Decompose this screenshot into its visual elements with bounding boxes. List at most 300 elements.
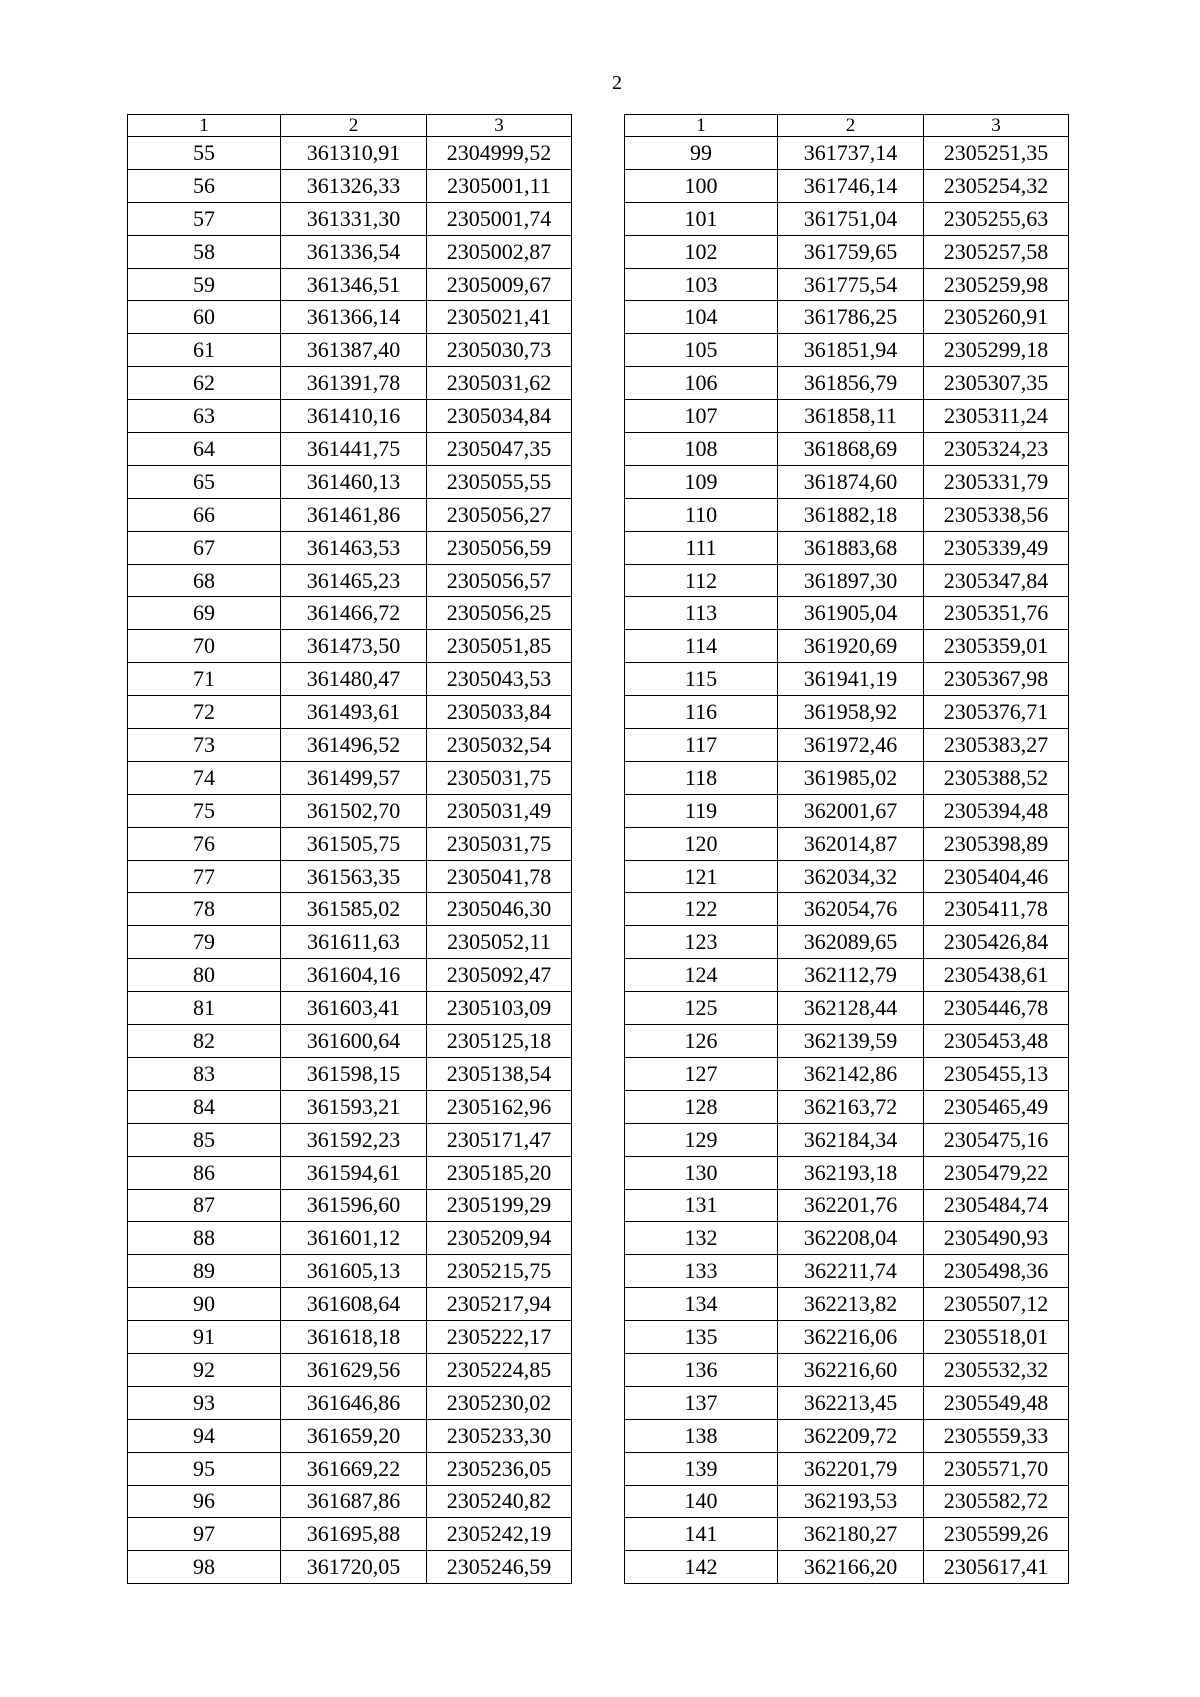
cell-x-coordinate: 362193,18 <box>778 1156 924 1189</box>
header-cell-y-coordinate: 3 <box>924 115 1069 137</box>
cell-point-number: 115 <box>625 663 778 696</box>
cell-y-coordinate: 2305222,17 <box>427 1321 572 1354</box>
cell-y-coordinate: 2305251,35 <box>924 137 1069 170</box>
cell-y-coordinate: 2305339,49 <box>924 531 1069 564</box>
cell-y-coordinate: 2305498,36 <box>924 1255 1069 1288</box>
table-row <box>625 1025 1069 1058</box>
coordinates-table-left <box>127 114 572 1584</box>
cell-x-coordinate: 361611,63 <box>281 926 427 959</box>
cell-point-number: 117 <box>625 729 778 762</box>
cell-point-number: 56 <box>128 169 281 202</box>
cell-y-coordinate: 2305032,54 <box>427 729 572 762</box>
cell-point-number: 92 <box>128 1353 281 1386</box>
cell-y-coordinate: 2305185,20 <box>427 1156 572 1189</box>
table-row <box>625 959 1069 992</box>
table-row <box>625 827 1069 860</box>
cell-y-coordinate: 2305041,78 <box>427 860 572 893</box>
table-row <box>128 137 572 170</box>
cell-y-coordinate: 2305599,26 <box>924 1518 1069 1551</box>
cell-y-coordinate: 2305001,11 <box>427 169 572 202</box>
cell-y-coordinate: 2305490,93 <box>924 1222 1069 1255</box>
cell-x-coordinate: 361646,86 <box>281 1386 427 1419</box>
cell-x-coordinate: 361585,02 <box>281 893 427 926</box>
table-row <box>128 531 572 564</box>
cell-x-coordinate: 361856,79 <box>778 367 924 400</box>
cell-y-coordinate: 2305331,79 <box>924 465 1069 498</box>
cell-x-coordinate: 361720,05 <box>281 1551 427 1584</box>
cell-point-number: 66 <box>128 498 281 531</box>
cell-y-coordinate: 2305582,72 <box>924 1485 1069 1518</box>
header-cell-x-coordinate: 2 <box>281 115 427 137</box>
cell-point-number: 74 <box>128 761 281 794</box>
table-row <box>625 334 1069 367</box>
cell-y-coordinate: 2305257,58 <box>924 235 1069 268</box>
cell-x-coordinate: 361310,91 <box>281 137 427 170</box>
cell-x-coordinate: 361502,70 <box>281 794 427 827</box>
table-row <box>128 169 572 202</box>
cell-point-number: 97 <box>128 1518 281 1551</box>
cell-y-coordinate: 2305359,01 <box>924 630 1069 663</box>
cell-x-coordinate: 362211,74 <box>778 1255 924 1288</box>
cell-point-number: 108 <box>625 433 778 466</box>
cell-point-number: 59 <box>128 268 281 301</box>
table-row <box>128 202 572 235</box>
cell-x-coordinate: 362142,86 <box>778 1057 924 1090</box>
table-row <box>128 334 572 367</box>
cell-x-coordinate: 361775,54 <box>778 268 924 301</box>
table-row <box>128 729 572 762</box>
cell-x-coordinate: 361958,92 <box>778 696 924 729</box>
cell-point-number: 112 <box>625 564 778 597</box>
table-row <box>128 1551 572 1584</box>
cell-point-number: 116 <box>625 696 778 729</box>
cell-y-coordinate: 2305031,49 <box>427 794 572 827</box>
cell-y-coordinate: 2305242,19 <box>427 1518 572 1551</box>
cell-y-coordinate: 2305233,30 <box>427 1419 572 1452</box>
table-row <box>625 794 1069 827</box>
cell-point-number: 95 <box>128 1452 281 1485</box>
cell-x-coordinate: 361669,22 <box>281 1452 427 1485</box>
cell-point-number: 62 <box>128 367 281 400</box>
cell-x-coordinate: 361941,19 <box>778 663 924 696</box>
cell-point-number: 75 <box>128 794 281 827</box>
cell-x-coordinate: 361460,13 <box>281 465 427 498</box>
table-row <box>625 926 1069 959</box>
table-row <box>625 202 1069 235</box>
cell-x-coordinate: 361601,12 <box>281 1222 427 1255</box>
cell-point-number: 81 <box>128 992 281 1025</box>
cell-x-coordinate: 361905,04 <box>778 597 924 630</box>
cell-x-coordinate: 362209,72 <box>778 1419 924 1452</box>
table-row <box>625 1156 1069 1189</box>
table-row <box>128 761 572 794</box>
cell-y-coordinate: 2305299,18 <box>924 334 1069 367</box>
cell-y-coordinate: 2305446,78 <box>924 992 1069 1025</box>
table-row <box>128 564 572 597</box>
cell-point-number: 125 <box>625 992 778 1025</box>
cell-point-number: 101 <box>625 202 778 235</box>
cell-x-coordinate: 361563,35 <box>281 860 427 893</box>
table-row <box>128 1255 572 1288</box>
cell-point-number: 135 <box>625 1321 778 1354</box>
table-row <box>625 1222 1069 1255</box>
cell-y-coordinate: 2305254,32 <box>924 169 1069 202</box>
table-row <box>625 1386 1069 1419</box>
table-row <box>128 1321 572 1354</box>
cell-y-coordinate: 2305259,98 <box>924 268 1069 301</box>
table-row <box>625 1288 1069 1321</box>
cell-x-coordinate: 362208,04 <box>778 1222 924 1255</box>
table-row <box>625 301 1069 334</box>
cell-y-coordinate: 2305056,25 <box>427 597 572 630</box>
cell-y-coordinate: 2305383,27 <box>924 729 1069 762</box>
table-row <box>625 1057 1069 1090</box>
cell-y-coordinate: 2305324,23 <box>924 433 1069 466</box>
table-row <box>625 1090 1069 1123</box>
table-row <box>128 1452 572 1485</box>
cell-x-coordinate: 362180,27 <box>778 1518 924 1551</box>
cell-point-number: 89 <box>128 1255 281 1288</box>
table-row <box>128 1485 572 1518</box>
cell-point-number: 102 <box>625 235 778 268</box>
table-row <box>128 1090 572 1123</box>
table-row <box>128 794 572 827</box>
cell-point-number: 103 <box>625 268 778 301</box>
cell-y-coordinate: 2305138,54 <box>427 1057 572 1090</box>
cell-point-number: 130 <box>625 1156 778 1189</box>
cell-y-coordinate: 2305162,96 <box>427 1090 572 1123</box>
cell-point-number: 122 <box>625 893 778 926</box>
table-row <box>625 137 1069 170</box>
cell-y-coordinate: 2305475,16 <box>924 1123 1069 1156</box>
cell-point-number: 83 <box>128 1057 281 1090</box>
table-row <box>625 235 1069 268</box>
table-row <box>128 959 572 992</box>
cell-x-coordinate: 361336,54 <box>281 235 427 268</box>
table-row <box>625 1452 1069 1485</box>
cell-point-number: 109 <box>625 465 778 498</box>
table-row <box>128 1025 572 1058</box>
cell-x-coordinate: 361618,18 <box>281 1321 427 1354</box>
cell-point-number: 126 <box>625 1025 778 1058</box>
table-row <box>128 1419 572 1452</box>
table-row <box>625 1123 1069 1156</box>
cell-y-coordinate: 2305255,63 <box>924 202 1069 235</box>
table-row <box>625 169 1069 202</box>
cell-y-coordinate: 2305367,98 <box>924 663 1069 696</box>
cell-x-coordinate: 362201,79 <box>778 1452 924 1485</box>
cell-x-coordinate: 361883,68 <box>778 531 924 564</box>
table-row <box>128 367 572 400</box>
cell-y-coordinate: 2305043,53 <box>427 663 572 696</box>
cell-point-number: 134 <box>625 1288 778 1321</box>
cell-y-coordinate: 2305338,56 <box>924 498 1069 531</box>
header-cell-point-number: 1 <box>625 115 778 137</box>
cell-y-coordinate: 2305507,12 <box>924 1288 1069 1321</box>
cell-point-number: 107 <box>625 400 778 433</box>
cell-point-number: 90 <box>128 1288 281 1321</box>
table-row <box>128 465 572 498</box>
cell-y-coordinate: 2305199,29 <box>427 1189 572 1222</box>
cell-x-coordinate: 362112,79 <box>778 959 924 992</box>
cell-point-number: 69 <box>128 597 281 630</box>
cell-point-number: 129 <box>625 1123 778 1156</box>
table-row <box>128 597 572 630</box>
cell-point-number: 110 <box>625 498 778 531</box>
header-row <box>128 115 572 137</box>
cell-point-number: 113 <box>625 597 778 630</box>
cell-x-coordinate: 361410,16 <box>281 400 427 433</box>
cell-point-number: 94 <box>128 1419 281 1452</box>
cell-y-coordinate: 2305034,84 <box>427 400 572 433</box>
table-row <box>128 1156 572 1189</box>
cell-y-coordinate: 2305052,11 <box>427 926 572 959</box>
cell-point-number: 55 <box>128 137 281 170</box>
cell-y-coordinate: 2305056,59 <box>427 531 572 564</box>
cell-x-coordinate: 361882,18 <box>778 498 924 531</box>
table-row <box>128 1222 572 1255</box>
cell-x-coordinate: 362089,65 <box>778 926 924 959</box>
cell-point-number: 58 <box>128 235 281 268</box>
cell-y-coordinate: 2305092,47 <box>427 959 572 992</box>
cell-point-number: 78 <box>128 893 281 926</box>
cell-point-number: 118 <box>625 761 778 794</box>
table-row <box>625 1518 1069 1551</box>
cell-x-coordinate: 361326,33 <box>281 169 427 202</box>
table-row <box>625 1551 1069 1584</box>
cell-x-coordinate: 361786,25 <box>778 301 924 334</box>
cell-x-coordinate: 361505,75 <box>281 827 427 860</box>
cell-point-number: 80 <box>128 959 281 992</box>
table-row <box>625 860 1069 893</box>
cell-x-coordinate: 361600,64 <box>281 1025 427 1058</box>
cell-point-number: 84 <box>128 1090 281 1123</box>
cell-x-coordinate: 362216,60 <box>778 1353 924 1386</box>
cell-point-number: 67 <box>128 531 281 564</box>
cell-x-coordinate: 361596,60 <box>281 1189 427 1222</box>
cell-x-coordinate: 362216,06 <box>778 1321 924 1354</box>
cell-x-coordinate: 361346,51 <box>281 268 427 301</box>
cell-x-coordinate: 361461,86 <box>281 498 427 531</box>
cell-x-coordinate: 362166,20 <box>778 1551 924 1584</box>
cell-point-number: 79 <box>128 926 281 959</box>
table-row <box>625 992 1069 1025</box>
table-row <box>128 498 572 531</box>
table-row <box>625 268 1069 301</box>
cell-point-number: 124 <box>625 959 778 992</box>
cell-y-coordinate: 2305056,57 <box>427 564 572 597</box>
cell-point-number: 123 <box>625 926 778 959</box>
cell-x-coordinate: 362213,45 <box>778 1386 924 1419</box>
cell-x-coordinate: 361629,56 <box>281 1353 427 1386</box>
cell-x-coordinate: 361465,23 <box>281 564 427 597</box>
table-row <box>625 1353 1069 1386</box>
table-row <box>128 1353 572 1386</box>
cell-x-coordinate: 361737,14 <box>778 137 924 170</box>
cell-y-coordinate: 2305240,82 <box>427 1485 572 1518</box>
cell-x-coordinate: 361592,23 <box>281 1123 427 1156</box>
cell-x-coordinate: 361972,46 <box>778 729 924 762</box>
cell-x-coordinate: 362128,44 <box>778 992 924 1025</box>
page-number: 2 <box>612 72 622 94</box>
cell-y-coordinate: 2305125,18 <box>427 1025 572 1058</box>
cell-point-number: 120 <box>625 827 778 860</box>
cell-point-number: 121 <box>625 860 778 893</box>
cell-x-coordinate: 361604,16 <box>281 959 427 992</box>
cell-point-number: 57 <box>128 202 281 235</box>
cell-point-number: 99 <box>625 137 778 170</box>
table-row <box>128 1123 572 1156</box>
table-row <box>625 1189 1069 1222</box>
table-row <box>128 696 572 729</box>
header-cell-y-coordinate: 3 <box>427 115 572 137</box>
cell-x-coordinate: 361463,53 <box>281 531 427 564</box>
cell-x-coordinate: 361331,30 <box>281 202 427 235</box>
cell-y-coordinate: 2305031,75 <box>427 827 572 860</box>
cell-point-number: 93 <box>128 1386 281 1419</box>
cell-x-coordinate: 361985,02 <box>778 761 924 794</box>
cell-y-coordinate: 2305388,52 <box>924 761 1069 794</box>
cell-y-coordinate: 2305246,59 <box>427 1551 572 1584</box>
cell-y-coordinate: 2305236,05 <box>427 1452 572 1485</box>
cell-point-number: 77 <box>128 860 281 893</box>
table-row <box>128 1386 572 1419</box>
cell-y-coordinate: 2305484,74 <box>924 1189 1069 1222</box>
table-row <box>625 498 1069 531</box>
cell-x-coordinate: 361695,88 <box>281 1518 427 1551</box>
cell-point-number: 137 <box>625 1386 778 1419</box>
cell-y-coordinate: 2305230,02 <box>427 1386 572 1419</box>
cell-point-number: 111 <box>625 531 778 564</box>
table-row <box>625 531 1069 564</box>
cell-x-coordinate: 361603,41 <box>281 992 427 1025</box>
cell-point-number: 61 <box>128 334 281 367</box>
cell-x-coordinate: 361851,94 <box>778 334 924 367</box>
header-cell-x-coordinate: 2 <box>778 115 924 137</box>
cell-x-coordinate: 362034,32 <box>778 860 924 893</box>
header-row <box>625 115 1069 137</box>
cell-point-number: 142 <box>625 1551 778 1584</box>
cell-y-coordinate: 2305009,67 <box>427 268 572 301</box>
table-header <box>625 115 1069 137</box>
cell-y-coordinate: 2305215,75 <box>427 1255 572 1288</box>
cell-x-coordinate: 361441,75 <box>281 433 427 466</box>
cell-point-number: 128 <box>625 1090 778 1123</box>
cell-y-coordinate: 2305171,47 <box>427 1123 572 1156</box>
cell-point-number: 87 <box>128 1189 281 1222</box>
cell-y-coordinate: 2305549,48 <box>924 1386 1069 1419</box>
table-row <box>128 827 572 860</box>
cell-point-number: 91 <box>128 1321 281 1354</box>
cell-y-coordinate: 2305307,35 <box>924 367 1069 400</box>
cell-y-coordinate: 2304999,52 <box>427 137 572 170</box>
cell-point-number: 138 <box>625 1419 778 1452</box>
table-row <box>128 400 572 433</box>
cell-y-coordinate: 2305031,75 <box>427 761 572 794</box>
cell-x-coordinate: 362139,59 <box>778 1025 924 1058</box>
cell-x-coordinate: 362054,76 <box>778 893 924 926</box>
table-row <box>128 860 572 893</box>
cell-point-number: 65 <box>128 465 281 498</box>
table-body <box>625 137 1069 1584</box>
cell-point-number: 73 <box>128 729 281 762</box>
table-row <box>128 1518 572 1551</box>
cell-y-coordinate: 2305455,13 <box>924 1057 1069 1090</box>
cell-y-coordinate: 2305518,01 <box>924 1321 1069 1354</box>
cell-point-number: 140 <box>625 1485 778 1518</box>
cell-x-coordinate: 362184,34 <box>778 1123 924 1156</box>
table-row <box>625 893 1069 926</box>
cell-y-coordinate: 2305055,55 <box>427 465 572 498</box>
cell-y-coordinate: 2305404,46 <box>924 860 1069 893</box>
table-row <box>128 1189 572 1222</box>
cell-point-number: 133 <box>625 1255 778 1288</box>
cell-point-number: 105 <box>625 334 778 367</box>
table-row <box>625 761 1069 794</box>
table-row <box>625 663 1069 696</box>
table-row <box>128 992 572 1025</box>
cell-y-coordinate: 2305532,32 <box>924 1353 1069 1386</box>
cell-point-number: 85 <box>128 1123 281 1156</box>
cell-x-coordinate: 362201,76 <box>778 1189 924 1222</box>
cell-point-number: 119 <box>625 794 778 827</box>
table-row <box>625 1485 1069 1518</box>
cell-y-coordinate: 2305103,09 <box>427 992 572 1025</box>
cell-point-number: 98 <box>128 1551 281 1584</box>
cell-point-number: 141 <box>625 1518 778 1551</box>
cell-x-coordinate: 362213,82 <box>778 1288 924 1321</box>
cell-x-coordinate: 361366,14 <box>281 301 427 334</box>
cell-y-coordinate: 2305617,41 <box>924 1551 1069 1584</box>
cell-point-number: 60 <box>128 301 281 334</box>
table-row <box>625 597 1069 630</box>
table-row <box>128 630 572 663</box>
cell-y-coordinate: 2305465,49 <box>924 1090 1069 1123</box>
cell-x-coordinate: 361594,61 <box>281 1156 427 1189</box>
cell-y-coordinate: 2305438,61 <box>924 959 1069 992</box>
cell-x-coordinate: 361874,60 <box>778 465 924 498</box>
cell-x-coordinate: 361598,15 <box>281 1057 427 1090</box>
cell-x-coordinate: 361659,20 <box>281 1419 427 1452</box>
coordinates-table-right <box>624 114 1069 1584</box>
table-row <box>625 367 1069 400</box>
cell-y-coordinate: 2305479,22 <box>924 1156 1069 1189</box>
cell-point-number: 88 <box>128 1222 281 1255</box>
cell-point-number: 82 <box>128 1025 281 1058</box>
table-row <box>128 433 572 466</box>
table-row <box>128 301 572 334</box>
table-row <box>128 893 572 926</box>
cell-y-coordinate: 2305347,84 <box>924 564 1069 597</box>
cell-x-coordinate: 361687,86 <box>281 1485 427 1518</box>
cell-y-coordinate: 2305001,74 <box>427 202 572 235</box>
cell-y-coordinate: 2305453,48 <box>924 1025 1069 1058</box>
cell-point-number: 70 <box>128 630 281 663</box>
cell-y-coordinate: 2305376,71 <box>924 696 1069 729</box>
table-row <box>128 1288 572 1321</box>
table-header <box>128 115 572 137</box>
cell-x-coordinate: 361387,40 <box>281 334 427 367</box>
cell-y-coordinate: 2305351,76 <box>924 597 1069 630</box>
cell-y-coordinate: 2305571,70 <box>924 1452 1069 1485</box>
cell-y-coordinate: 2305394,48 <box>924 794 1069 827</box>
table-row <box>625 1419 1069 1452</box>
cell-point-number: 63 <box>128 400 281 433</box>
table-row <box>128 268 572 301</box>
cell-y-coordinate: 2305021,41 <box>427 301 572 334</box>
cell-x-coordinate: 362193,53 <box>778 1485 924 1518</box>
cell-y-coordinate: 2305031,62 <box>427 367 572 400</box>
